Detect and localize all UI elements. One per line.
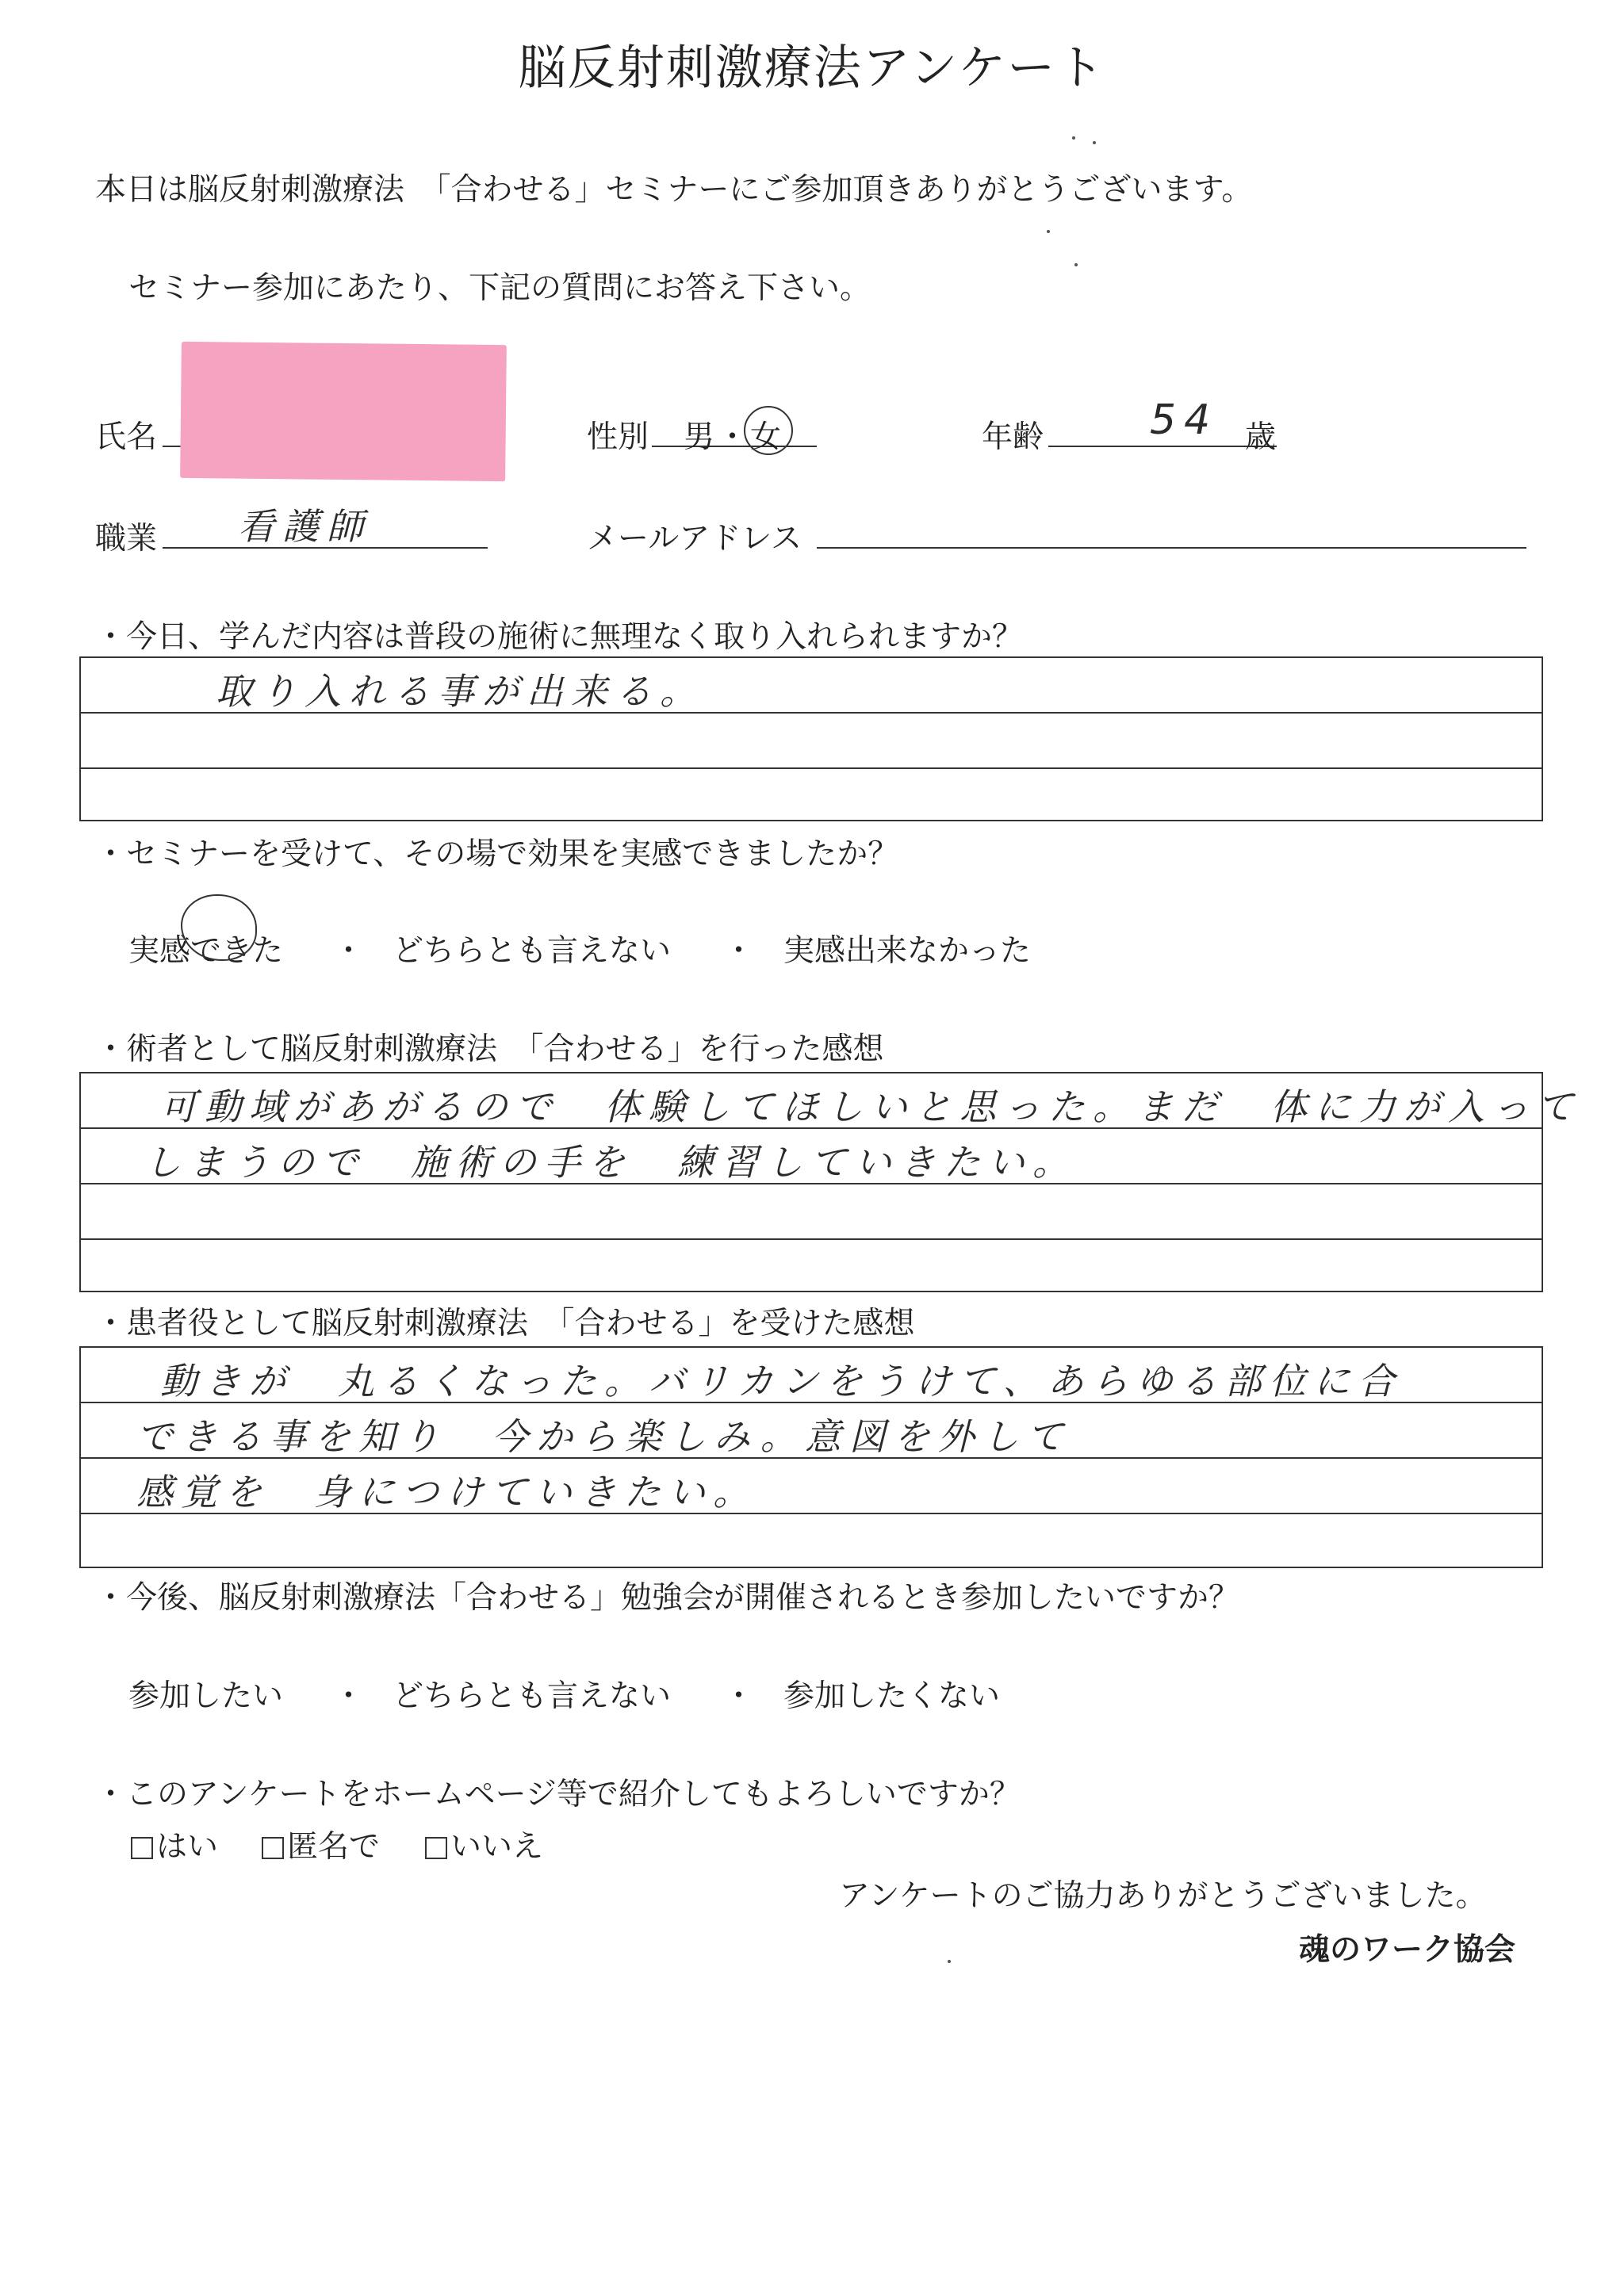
scan-speck	[1047, 230, 1050, 233]
q4-answer-box[interactable]	[79, 1346, 1543, 1568]
q1-answer-box[interactable]	[79, 656, 1543, 821]
intro-line-1: 本日は脳反射刺激療法 「合わせる」セミナーにご参加頂きありがとうございます。	[95, 172, 1253, 208]
q6-option-yes[interactable]	[131, 1822, 218, 1866]
q5-question: ・今後、脳反射刺激療法「合わせる」勉強会が開催されるとき参加したいですか？	[95, 1580, 1240, 1616]
q2-option-2[interactable]: どちらとも言えない	[393, 933, 672, 969]
q4-answer-line-1: 動きが 丸るくなった。バリカンをうけて、あらゆる部位に合	[160, 1360, 1403, 1402]
q3-answer-box[interactable]	[79, 1072, 1581, 1292]
q1-answer-line-1: 取り入れる事が出来る。	[216, 670, 704, 713]
q5-option-2[interactable]: どちらとも言えない	[393, 1678, 672, 1714]
q6-option-anonymous-label: 匿名で	[287, 1829, 381, 1865]
q3-question: ・術者として脳反射刺激療法 「合わせる」を行った感想	[95, 1031, 884, 1067]
gender-male[interactable]: 男	[684, 419, 715, 455]
q1-rule-2	[81, 767, 1542, 769]
q2-option-3[interactable]: 実感出来なかった	[783, 933, 1032, 969]
name-label: 氏名	[95, 419, 158, 455]
q2-question: ・セミナーを受けて、その場で効果を実感できましたか？	[95, 836, 899, 872]
job-label: 職業	[95, 521, 158, 557]
age-unit: 歳	[1245, 419, 1277, 455]
q5-option-1[interactable]: 参加したい	[128, 1678, 284, 1714]
q6-option-yes-label: はい	[156, 1829, 219, 1865]
age-field[interactable]	[1048, 446, 1277, 447]
scan-speck	[1074, 263, 1078, 266]
q4-answer-line-2: できる事を知り 今から楽しみ。意図を外して	[136, 1415, 1071, 1458]
gender-female[interactable]: 女	[750, 419, 782, 455]
q6-checkbox-yes[interactable]	[131, 1837, 153, 1859]
job-value: 看護師	[238, 505, 371, 548]
q2-separator-2: ・	[723, 933, 755, 969]
q3-answer-line-2: しまうので 施術の手を 練習していきたい。	[144, 1141, 1077, 1184]
closing-thanks: アンケートのご協力ありがとうございました。	[839, 1878, 1487, 1914]
q4-question: ・患者役として脳反射刺激療法 「合わせる」を受けた感想	[95, 1306, 915, 1341]
q3-rule-3	[81, 1238, 1542, 1240]
q6-checkbox-anonymous[interactable]	[262, 1837, 284, 1859]
q2-separator-1: ・	[333, 933, 365, 969]
q5-option-3[interactable]: 参加したくない	[783, 1678, 1001, 1714]
age-label: 年齢	[982, 419, 1044, 455]
scan-speck	[1072, 136, 1075, 140]
q5-separator-1: ・	[333, 1678, 365, 1714]
email-label: メールアドレス	[587, 521, 802, 557]
gender-selection-circle	[744, 406, 793, 455]
q6-option-anonymous[interactable]	[262, 1822, 380, 1866]
age-value: 54	[1150, 396, 1219, 444]
q6-checkbox-no[interactable]	[425, 1837, 447, 1859]
q6-question: ・このアンケートをホームページ等で紹介してもよろしいですか？	[95, 1777, 1021, 1812]
scan-speck	[1093, 141, 1096, 144]
email-field[interactable]	[817, 547, 1526, 549]
intro-line-2: セミナー参加にあたり、下記の質問にお答え下さい。	[128, 270, 871, 306]
scan-speck	[948, 1960, 951, 1963]
q2-option-1[interactable]: 実感できた	[128, 933, 284, 969]
q3-answer-line-1: 可動域があがるので 体験してほしいと思った。まだ 体に力が入って	[160, 1085, 1581, 1128]
gender-separator: ・	[717, 419, 749, 455]
q5-separator-2: ・	[723, 1678, 755, 1714]
gender-label: 性別	[587, 419, 649, 455]
survey-title: 脳反射刺激療法アンケート	[518, 40, 1106, 96]
q6-option-no[interactable]	[425, 1822, 543, 1866]
redaction-sticky-note	[180, 342, 507, 481]
organization-name: 魂のワーク協会	[1299, 1931, 1516, 1968]
q1-question: ・今日、学んだ内容は普段の施術に無理なく取り入れられますか？	[95, 619, 1024, 655]
q4-answer-line-3: 感覚を 身につけていきたい。	[136, 1471, 758, 1513]
q6-option-no-label: いいえ	[450, 1829, 544, 1865]
